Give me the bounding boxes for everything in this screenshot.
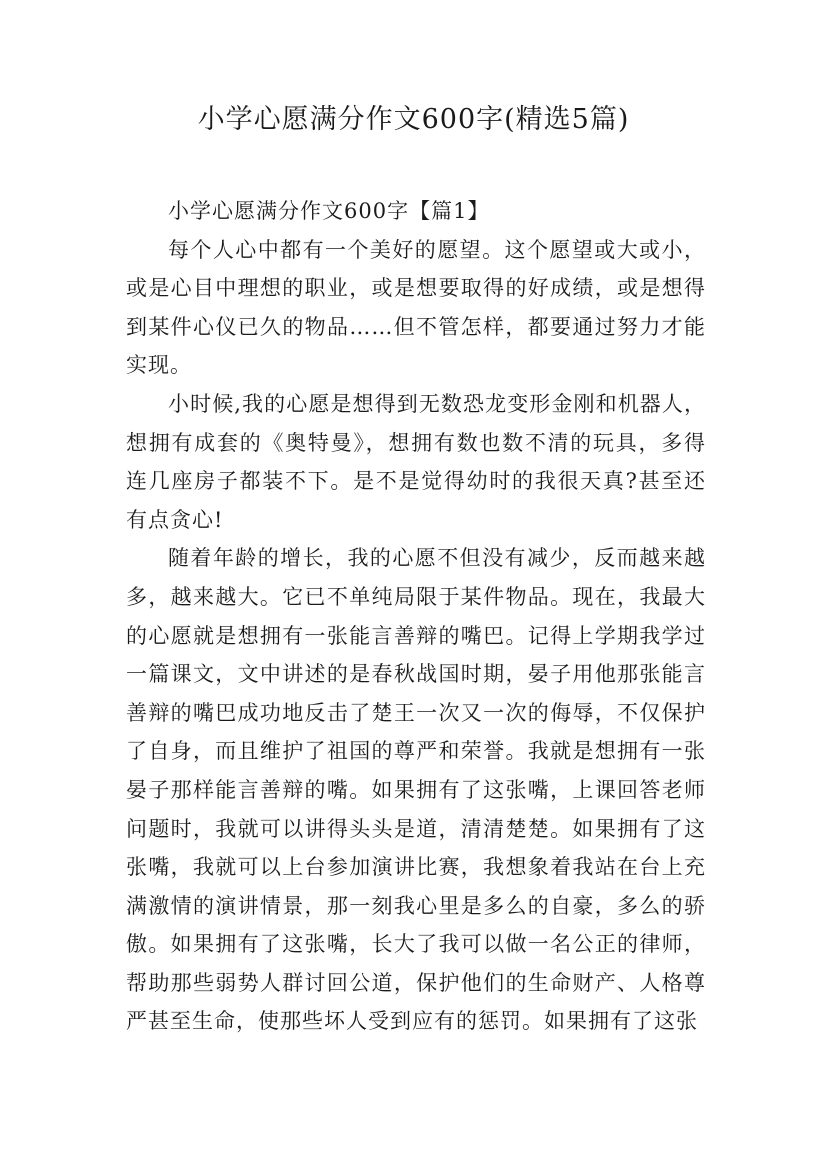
paragraph: 每个人心中都有一个美好的愿望。这个愿望或大或小，或是心目中理想的职业，或是想要取得的好成绩，或是想得到某件心仪已久的物品……但不管怎样，都要通过努力才能实现。 bbox=[126, 237, 706, 378]
section-heading: 小学心愿满分作文600字【篇1】 bbox=[168, 199, 490, 223]
paragraph: 小时候,我的心愿是想得到无数恐龙变形金刚和机器人，想拥有成套的《奥特曼》，想拥有数也数不清的玩具，多得连几座房子都装不下。是不是觉得幼时的我很天真?甚至还有点贪心! bbox=[126, 391, 706, 532]
document-title: 小学心愿满分作文600字(精选5篇) bbox=[197, 104, 630, 135]
paragraph: 随着年龄的增长，我的心愿不但没有减少，反而越来越多，越来越大。它已不单纯局限于某件物品。现在，我最大的心愿就是想拥有一张能言善辩的嘴巴。记得上学期我学过一篇课文，文中讲述的是春秋战国时期，晏子用他那张能言善辩的嘴巴成功地反击了楚王一次又一次的侮辱，不仅保护了自身，而且维护了祖国的尊严和荣誉。我就是想拥有一张晏子那样能言善辩的嘴。如果拥有了这张嘴，上课回答老师问题时，我就可以讲得头头是道，清清楚楚。如果拥有了这张嘴，我就可以上台参加演讲比赛，我想象着我站在台上充满激情的演讲情景，那一刻我心里是多么的自豪，多么的骄傲。如果拥有了这张嘴，长大了我可以做一名公正的律师，帮助那些弱势人群讨回公道，保护他们的生命财产、人格尊严甚至生命，使那些坏人受到应有的惩罚。如果拥有了这张 bbox=[126, 546, 706, 1034]
document-body bbox=[126, 192, 706, 1041]
